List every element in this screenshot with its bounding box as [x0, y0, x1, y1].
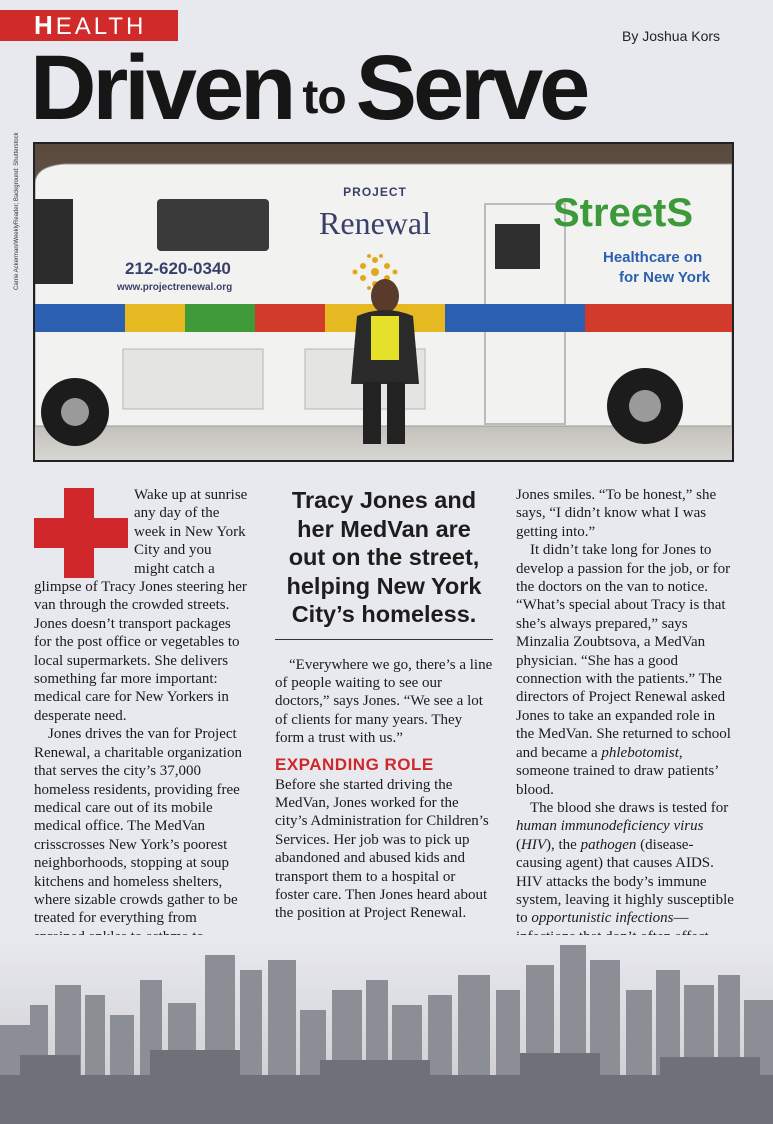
byline: By Joshua Kors [622, 28, 721, 44]
article-column-3 [516, 486, 734, 965]
van-door-window [495, 224, 540, 269]
article-paragraph: “Everywhere we go, there’s a line of people waiting to see our doctors,” says Jones. “We see a lot of clients for many years. They form a trust with us.” [275, 656, 493, 747]
glossary-term: opportunistic infections [531, 910, 674, 927]
headline-word-to: to [302, 71, 346, 124]
article-paragraph: Before she started driving the MedVan, Jones worked for the city’s Administration for Children’s Services. Her job was to pick up abandoned and abused kids and transport them to a hospital or foster care. Then Jones heard about the position at Project Renewal. [275, 776, 489, 922]
city-skyline [0, 935, 773, 1124]
headline-word-driven: Driven [30, 37, 293, 139]
glossary-term: pathogen [580, 836, 637, 853]
van-tagline-2: for New York [619, 269, 711, 286]
stripe-red-2 [585, 304, 732, 332]
van-url-text: www.projectrenewal.org [117, 282, 233, 293]
headline [30, 36, 750, 140]
van-side-window [157, 199, 269, 251]
van-tagline-1: Healthcare on [603, 249, 703, 266]
glossary-term: human immunodeficiency virus [516, 818, 704, 835]
van-project-text: PROJECT [343, 185, 407, 199]
article-column-1 [34, 486, 250, 983]
van-panel [123, 349, 263, 409]
article-paragraph: The blood she draws is tested for human immunodeficiency virus (HIV), the pathogen (disease-causing agent) that causes AIDS. HIV attacks the body’s immune system, leaving it highly susceptible to opportunistic infections— [516, 799, 734, 927]
red-cross-icon [34, 488, 128, 578]
stripe-yellow [125, 304, 185, 332]
headline-word-serve: Serve [355, 37, 587, 139]
stripe-green [185, 304, 255, 332]
van-front-window [35, 199, 73, 284]
van-phone-text: 212-620-0340 [125, 259, 231, 278]
stripe-blue-2 [445, 304, 585, 332]
glossary-term: phlebotomist [601, 744, 679, 761]
article-column-2 [275, 486, 493, 923]
article-paragraph: Wake up at sunrise any day of the week in New York City and you might catch a glimpse of Tracy Jones steering her van through the crowded streets. Jones doesn’t transport packages for the post office or vegetables to local supermarkets. She delivers something far more important: medical care for New Yorkers in desperate need. [34, 487, 248, 724]
van-renewal-text: Renewal [319, 205, 431, 241]
section-tag-label: EALTH [55, 13, 147, 40]
photo-credit: Carrie Ackerman/WeeklyReader; Background: Shutterstock [14, 132, 20, 290]
stripe-blue [35, 304, 125, 332]
pull-quote: Tracy Jones and her MedVan are out on the street, helping New York City’s homeless. [275, 486, 493, 640]
van-rear-hub [629, 390, 661, 422]
glossary-term: HIV [521, 836, 546, 853]
van-front-hub [61, 398, 89, 426]
stripe-red [255, 304, 325, 332]
article-paragraph: Jones drives the van for Project Renewal, a charitable organization that serves the city’s 37,000 homeless residents, providing free medical care out of its mobile medical office. The MedVan crisscrosses New York’s poorest neighborhoods, stopping at soup kitchens and homeless shelters, where sizable crowds gather to be treated for everything from [34, 726, 242, 927]
section-tag-initial: H [34, 10, 56, 40]
subhead: EXPANDING ROLE [275, 754, 434, 774]
van-streets-text: StreetS [553, 191, 694, 235]
van-illustration [35, 144, 732, 460]
article-paragraph: It didn’t take long for Jones to develop a passion for the job, or for the doctors on the van to notice. “What’s special about Tracy is that she’s always prepared,” says Minzalia Zoubtsova, a MedVan physician. “She has a good connection with the patients.” The directors of Project Renewal asked Jones to take an expanded role in the MedVan. She returned to school and became a phlebotomist, someone trained to draw patients’ blood. [516, 542, 731, 798]
article-paragraph: Jones smiles. “To be honest,” she says, “I didn’t know what I was getting into.” [516, 487, 717, 540]
van-photo [33, 142, 734, 462]
